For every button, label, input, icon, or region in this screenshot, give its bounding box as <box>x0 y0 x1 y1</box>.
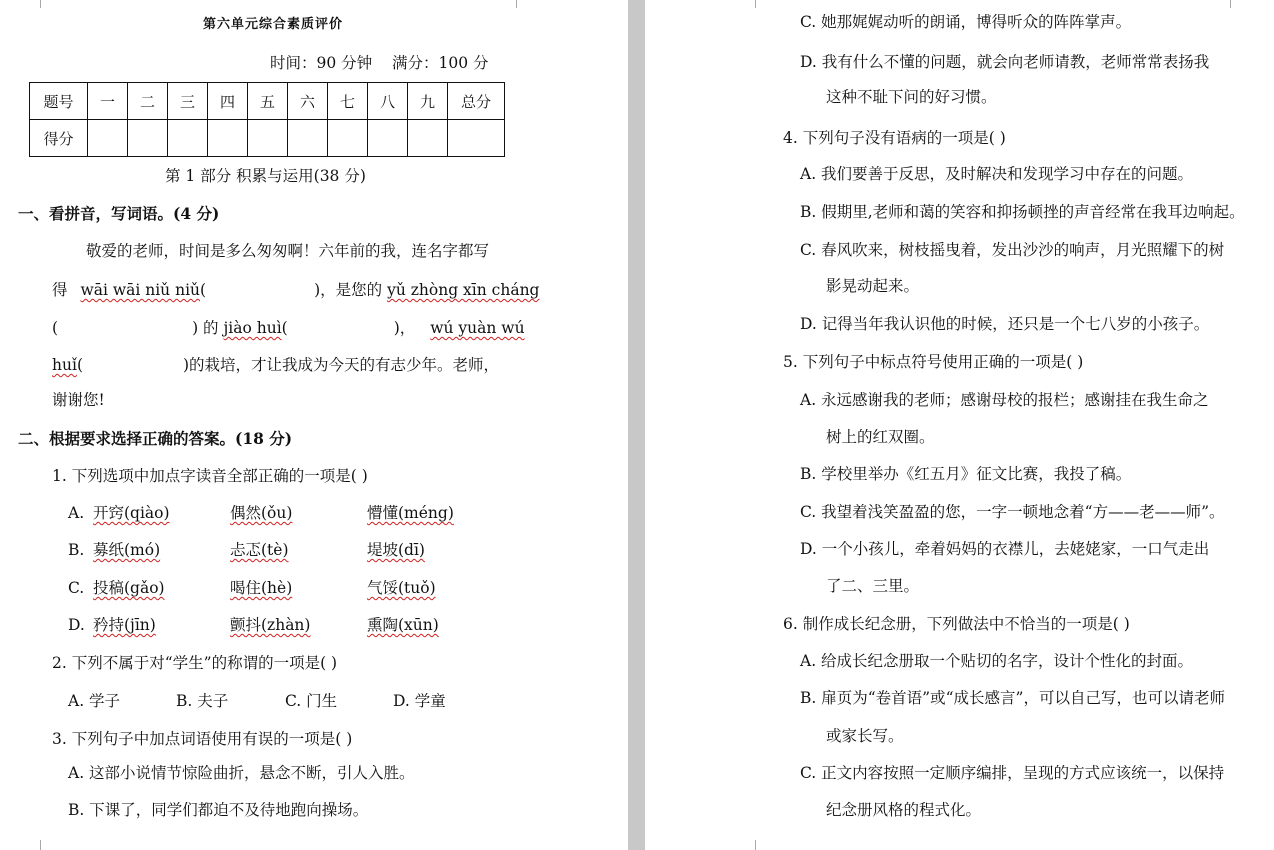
question-1-stem: 1. 下列选项中加点字读音全部正确的一项是( ) <box>52 467 368 485</box>
option-item: 矜持(jīn) <box>93 616 156 634</box>
option-item: 忐忑(tè) <box>230 541 289 559</box>
option-item: C. 正文内容按照一定顺序编排，呈现的方式应该统一，以保持 <box>800 764 1225 782</box>
section-2-heading: 二、根据要求选择正确的答案。(18 分) <box>18 429 293 448</box>
text-run: ( <box>76 356 83 374</box>
option-item: A. 给成长纪念册取一个贴切的名字，设计个性化的封面。 <box>800 652 1194 670</box>
text-run: ( <box>200 281 207 299</box>
score-cell[interactable] <box>88 120 128 157</box>
option-item: B. 夫子 <box>176 692 229 710</box>
question-4-stem: 4. 下列句子没有语病的一项是( ) <box>783 129 1006 147</box>
option-item: 这种不耻下问的好习惯。 <box>826 88 997 106</box>
option-item: 募纸(mó) <box>93 541 161 559</box>
text-run: )， <box>393 319 416 337</box>
text-run: ( <box>281 319 288 337</box>
table-cell: 六 <box>288 83 328 120</box>
option-item: 投稿(gǎo) <box>93 579 165 597</box>
score-cell[interactable] <box>208 120 248 157</box>
option-item: 熏陶(xūn) <box>367 616 439 634</box>
option-item: C. 她那娓娓动听的朗诵，博得听众的阵阵掌声。 <box>800 13 1132 31</box>
option-item: C. 门生 <box>285 692 338 710</box>
option-item: D. 记得当年我认识他的时候，还只是一个七八岁的小孩子。 <box>800 315 1210 333</box>
table-row <box>30 120 505 157</box>
option-item: D. 学童 <box>393 692 446 710</box>
pinyin: huǐ <box>52 356 77 374</box>
option-item: 纪念册风格的程式化。 <box>826 801 982 819</box>
option-item: A. 这部小说情节惊险曲折，悬念不断，引人入胜。 <box>68 764 415 782</box>
option-item: A. 学子 <box>68 692 121 710</box>
crop-mark <box>1230 0 1239 8</box>
paragraph-line: 敬爱的老师，时间是多么匆匆啊！六年前的我，连名字都写 <box>86 242 490 260</box>
pinyin: jiào huì <box>223 319 282 337</box>
text-run: 得 <box>52 281 68 299</box>
option-item: B. 学校里举办《红五月》征文比赛，我投了稿。 <box>800 465 1132 483</box>
option-item: 颤抖(zhàn) <box>230 616 311 634</box>
table-cell: 三 <box>168 83 208 120</box>
paragraph-line <box>52 280 539 300</box>
question-5-stem: 5. 下列句子中标点符号使用正确的一项是( ) <box>783 353 1084 371</box>
question-2-stem: 2. 下列不属于对“学生”的称谓的一项是( ) <box>52 654 338 672</box>
table-cell: 二 <box>128 83 168 120</box>
page-right <box>645 0 1274 850</box>
option-item: 开窍(qiào) <box>93 504 170 522</box>
paragraph-line: 谢谢您! <box>52 391 105 409</box>
table-row <box>30 83 505 120</box>
option-item: C. 春风吹来，树枝摇曳着，发出沙沙的响声，月光照耀下的树 <box>800 241 1225 259</box>
option-label: A. <box>68 504 85 522</box>
option-label: B. <box>68 541 85 559</box>
option-label: D. <box>68 616 85 634</box>
score-cell[interactable] <box>448 120 505 157</box>
option-item: 懵懂(méng) <box>367 504 454 522</box>
table-cell: 四 <box>208 83 248 120</box>
table-cell: 题号 <box>30 83 88 120</box>
pinyin: wāi wāi niǔ niǔ <box>80 281 201 299</box>
crop-mark <box>32 840 41 850</box>
option-item: B. 下课了，同学们都迫不及待地跑向操场。 <box>68 801 369 819</box>
option-item: B. 扉页为“卷首语”或“成长感言”，可以自己写，也可以请老师 <box>800 689 1225 707</box>
score-table <box>29 82 505 157</box>
time-label: 时间：90 分钟 <box>270 54 373 72</box>
table-cell: 一 <box>88 83 128 120</box>
text-run: ( <box>52 319 59 337</box>
text-run: )，是您的 <box>314 281 383 299</box>
table-cell: 九 <box>408 83 448 120</box>
score-cell[interactable] <box>368 120 408 157</box>
crop-mark <box>32 0 41 8</box>
option-item: 喝住(hè) <box>230 579 293 597</box>
score-cell[interactable] <box>128 120 168 157</box>
option-item: 气馁(tuǒ) <box>367 579 436 597</box>
text-run: )的栽培，才让我成为今天的有志少年。老师， <box>183 356 500 374</box>
text-run: ) 的 <box>192 319 219 337</box>
pinyin: yǔ zhòng xīn cháng <box>387 281 540 299</box>
question-3-stem: 3. 下列句子中加点词语使用有误的一项是( ) <box>52 730 353 748</box>
table-cell: 七 <box>328 83 368 120</box>
score-cell[interactable] <box>408 120 448 157</box>
table-cell: 五 <box>248 83 288 120</box>
option-item: 偶然(ǒu) <box>230 504 293 522</box>
table-cell: 八 <box>368 83 408 120</box>
option-item: C. 我望着浅笑盈盈的您，一字一顿地念着“方——老——师”。 <box>800 503 1225 521</box>
score-cell[interactable] <box>168 120 208 157</box>
paragraph-line <box>52 355 499 375</box>
option-item: 堤坡(dī) <box>367 541 425 559</box>
exam-title: 第六单元综合素质评价 <box>203 17 344 32</box>
option-item: 树上的红双圈。 <box>826 428 935 446</box>
table-cell: 总分 <box>448 83 505 120</box>
option-item: D. 一个小孩儿，牵着妈妈的衣襟儿，去姥姥家，一口气走出 <box>800 540 1210 558</box>
paragraph-line <box>52 318 525 338</box>
crop-mark <box>516 0 525 8</box>
question-6-stem: 6. 制作成长纪念册，下列做法中不恰当的一项是( ) <box>783 615 1130 633</box>
page-left <box>0 0 628 850</box>
option-item: 影晃动起来。 <box>826 277 920 295</box>
score-cell[interactable] <box>248 120 288 157</box>
pinyin: wú yuàn wú <box>430 319 525 337</box>
option-item: D. 我有什么不懂的问题，就会向老师请教，老师常常表扬我 <box>800 53 1210 71</box>
option-label: C. <box>68 579 85 597</box>
part-title: 第 1 部分 积累与运用(38 分) <box>165 167 366 185</box>
table-cell: 得分 <box>30 120 88 157</box>
option-item: B. 假期里,老师和蔼的笑容和抑扬顿挫的声音经常在我耳边响起。 <box>800 203 1245 221</box>
option-item: 了二、三里。 <box>826 577 920 595</box>
option-item: 或家长写。 <box>826 727 904 745</box>
option-item: A. 永远感谢我的老师；感谢母校的报栏；感谢挂在我生命之 <box>800 391 1209 409</box>
score-cell[interactable] <box>288 120 328 157</box>
section-1-heading: 一、看拼音，写词语。(4 分) <box>18 204 220 223</box>
option-item: A. 我们要善于反思，及时解决和发现学习中存在的问题。 <box>800 165 1194 183</box>
full-score-label: 满分：100 分 <box>392 54 489 72</box>
crop-mark <box>747 0 756 8</box>
score-cell[interactable] <box>328 120 368 157</box>
crop-mark <box>747 840 756 850</box>
